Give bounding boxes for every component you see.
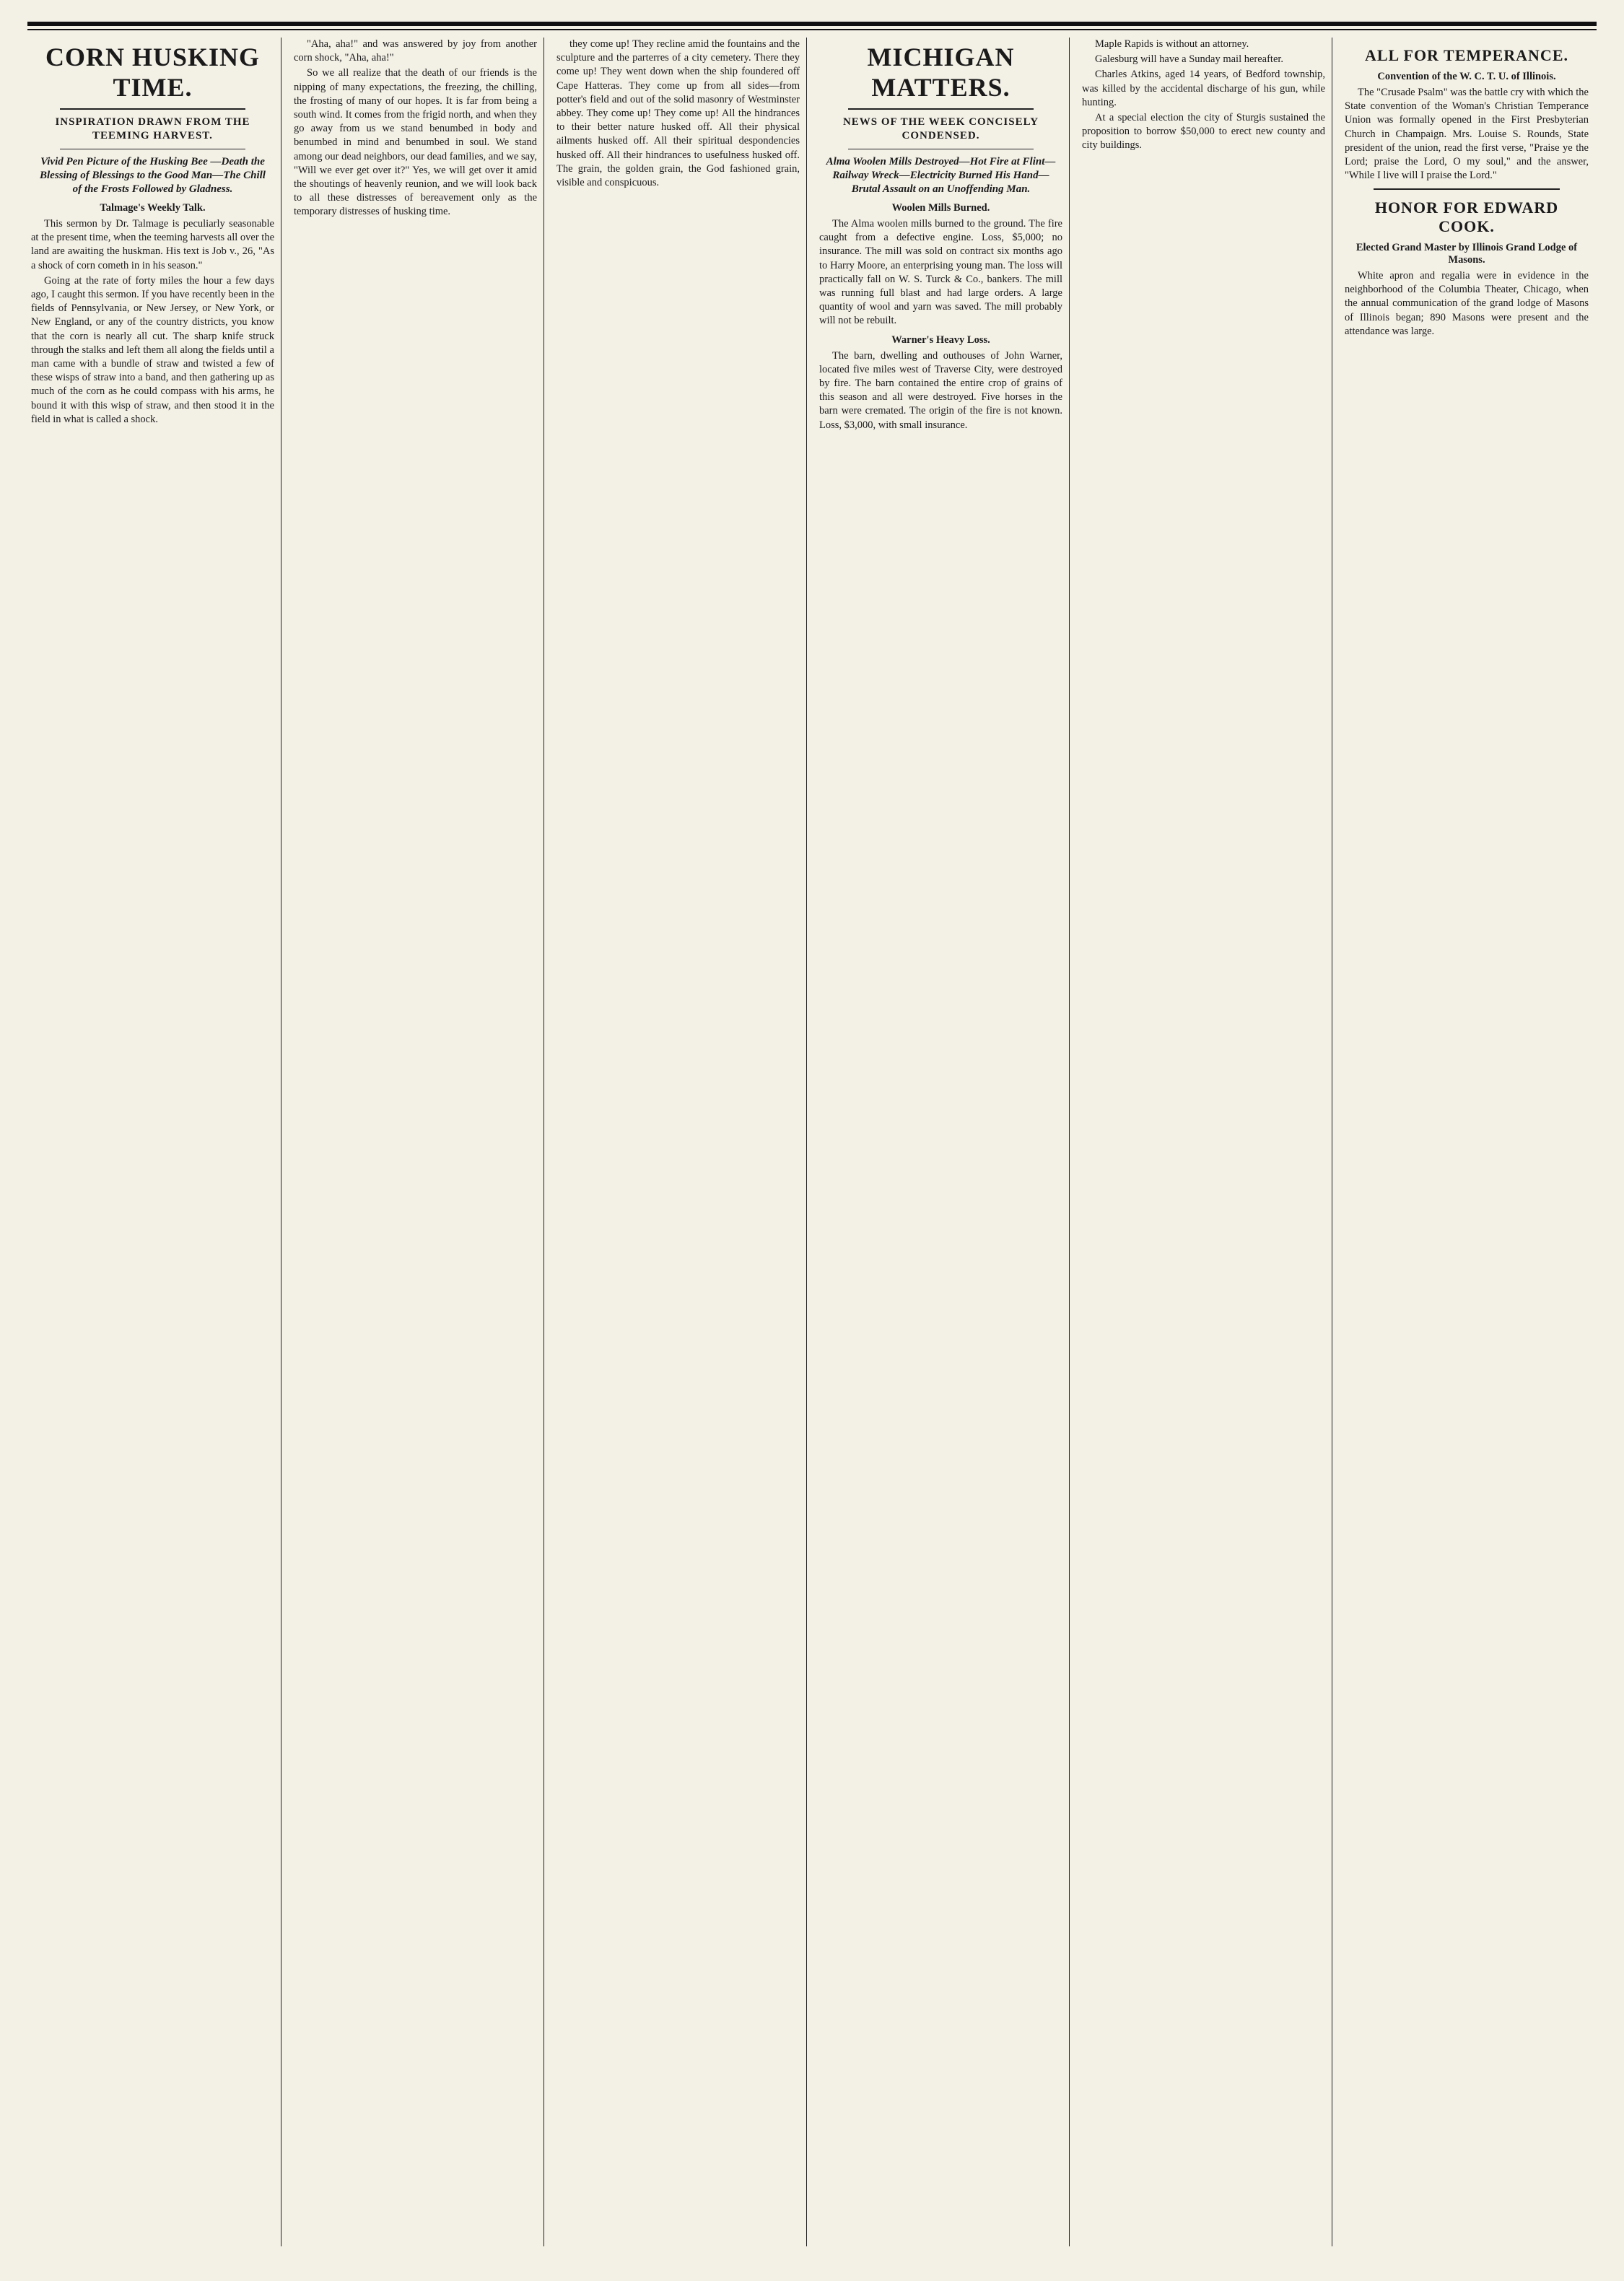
paragraph: they come up! They recline amid the fountains and the sculpture and the parterres of a city cemetery. There they come up! They went down when the ship foundered off Cape Hatteras. They come up from all sides—from potter's field and out of the solid masonry of Westminster abbey. They come up! They come up! All the hindrances to their better nature husked off. All their physical ailments husked off. All their spiritual despondencies husked off. All their hindrances to usefulness husked off. The grain, the golden grain, the God fashioned grain, visible and conspicuous.: [556, 38, 800, 189]
rule: [848, 108, 1034, 110]
paragraph: Charles Atkins, aged 14 years, of Bedford township, was killed by the accidental discharge of his gun, while hunting.: [1082, 69, 1325, 108]
rule: [1374, 188, 1560, 190]
column-5: [1080, 38, 1332, 2246]
paragraph: The "Crusade Psalm" was the battle cry with which the State convention of the Woman's Christian Temperance Union was formally opened in the First Presbyterian Church in Champaign. Mrs. Louise S. Rounds, State president of the union, read the first verse, "Praise ye the Lord; praise the Lord, O my soul," and the answer, "While I live will I praise the Lord.": [1345, 87, 1589, 182]
rule: [60, 149, 245, 150]
rule: [848, 149, 1034, 150]
headline-all-for-temperance: ALL FOR TEMPERANCE.: [1364, 46, 1568, 64]
deck-temperance: Convention of the W. C. T. U. of Illinois.: [1377, 71, 1556, 82]
headline-michigan-matters: MICHIGAN MATTERS.: [867, 43, 1015, 102]
paragraph: Galesburg will have a Sunday mail hereafter.: [1095, 53, 1284, 66]
column-1: [29, 38, 281, 2246]
headline-honor-edward-cook: HONOR FOR EDWARD COOK.: [1374, 198, 1559, 235]
paragraph: This sermon by Dr. Talmage is peculiarly seasonable at the present time, when the teeming harvests all over the land are awaiting the huskman. His text is Job v., 26, "As a shock of corn cometh in in his season.": [31, 218, 275, 271]
column-2: [292, 38, 544, 2246]
subdeck-michigan-matters: Alma Woolen Mills Destroyed—Hot Fire at Flint—Railway Wreck—Electricity Burned His Hand—Brutal Assault on an Unoffending Man.: [826, 156, 1056, 195]
column-6: [1343, 38, 1595, 2246]
article-title: Woolen Mills Burned.: [891, 202, 990, 214]
paragraph: Maple Rapids is without an attorney.: [1095, 38, 1249, 50]
deck-michigan-matters: NEWS OF THE WEEK CONCISELY CONDENSED.: [842, 115, 1039, 141]
deck-corn-husking: INSPIRATION DRAWN FROM THE TEEMING HARVEST.: [55, 115, 250, 141]
paragraph: White apron and regalia were in evidence in the neighborhood of the Columbia Theater, Chicago, when the annual communication of the grand lodge of Masons of Illinois began; 890 Masons were present and the attendance was large.: [1345, 269, 1589, 337]
headline-corn-husking: CORN HUSKING TIME.: [45, 43, 261, 102]
newspaper-columns: [29, 38, 1595, 2246]
paragraph: Going at the rate of forty miles the hour a few days ago, I caught this sermon. If you have recently been in the fields of Pennsylvania, or New Jersey, or New York, or New England, or any of the country districts, you know that the corn is nearly all cut. The sharp knife struck through the stalks and left them all along the fields until a man came with a bundle of straw and twisted a few of these wisps of straw into a band, and then gathering up as much of the corn as he could compass with his arms, he bound it with this wisp of straw, and then stood it in the field in what is called a shock.: [31, 274, 275, 425]
article-text: The Alma woolen mills burned to the ground. The fire caught from a defective engine. Loss, $5,000; no insurance. The mill was sold on contract six months ago to Harry Moore, an enterprising young man. The loss will practically fall on W. S. Turck & Co., bankers. The mill was running full blast and had large orders. A large quantity of wool and yarn was saved. The mill probably will not be rebuilt.: [819, 218, 1062, 327]
top-rule: [27, 22, 1597, 26]
paragraph: So we all realize that the death of our friends is the nipping of many expectations, the freezing, the chilling, the frosting of many of our hopes. It is far from being a south wind. It comes from the frigid north, and when they go away from us we stand benumbed in body and benumbed in mind and benumbed in soul. We stand among our dead neighbors, our dead families, and we say, "Will we ever get over it?" Yes, we will get over it amid the shoutings of heavenly reunion, and we will look back to all these distresses of bereavement only as the temporary distresses of husking time.: [294, 67, 537, 218]
deck-edward-cook: Elected Grand Master by Illinois Grand Lodge of Masons.: [1355, 241, 1578, 266]
article-text: The barn, dwelling and outhouses of John Warner, located five miles west of Traverse City, were destroyed by fire. The barn contained the entire crop of grains of this season and all were destroyed. Five horses in the barn were cremated. The origin of the fire is not known. Loss, $3,000, with small insurance.: [819, 349, 1062, 431]
paragraph: "Aha, aha!" and was answered by joy from another corn shock, "Aha, aha!": [294, 38, 537, 64]
subdeck-corn-husking: Vivid Pen Picture of the Husking Bee —Death the Blessing of Blessings to the Good Man—The Chill of the Frosts Followed by Gladness.: [40, 156, 266, 195]
article-title: Warner's Heavy Loss.: [891, 333, 990, 346]
paragraph: At a special election the city of Sturgis sustained the proposition to borrow $50,000 to erect new county and city buildings.: [1082, 112, 1325, 152]
column-3: [554, 38, 807, 2246]
rule: [60, 108, 245, 110]
section-talmage: Talmage's Weekly Talk.: [100, 202, 206, 214]
top-rule-thin: [27, 29, 1597, 30]
column-4: [817, 38, 1070, 2246]
